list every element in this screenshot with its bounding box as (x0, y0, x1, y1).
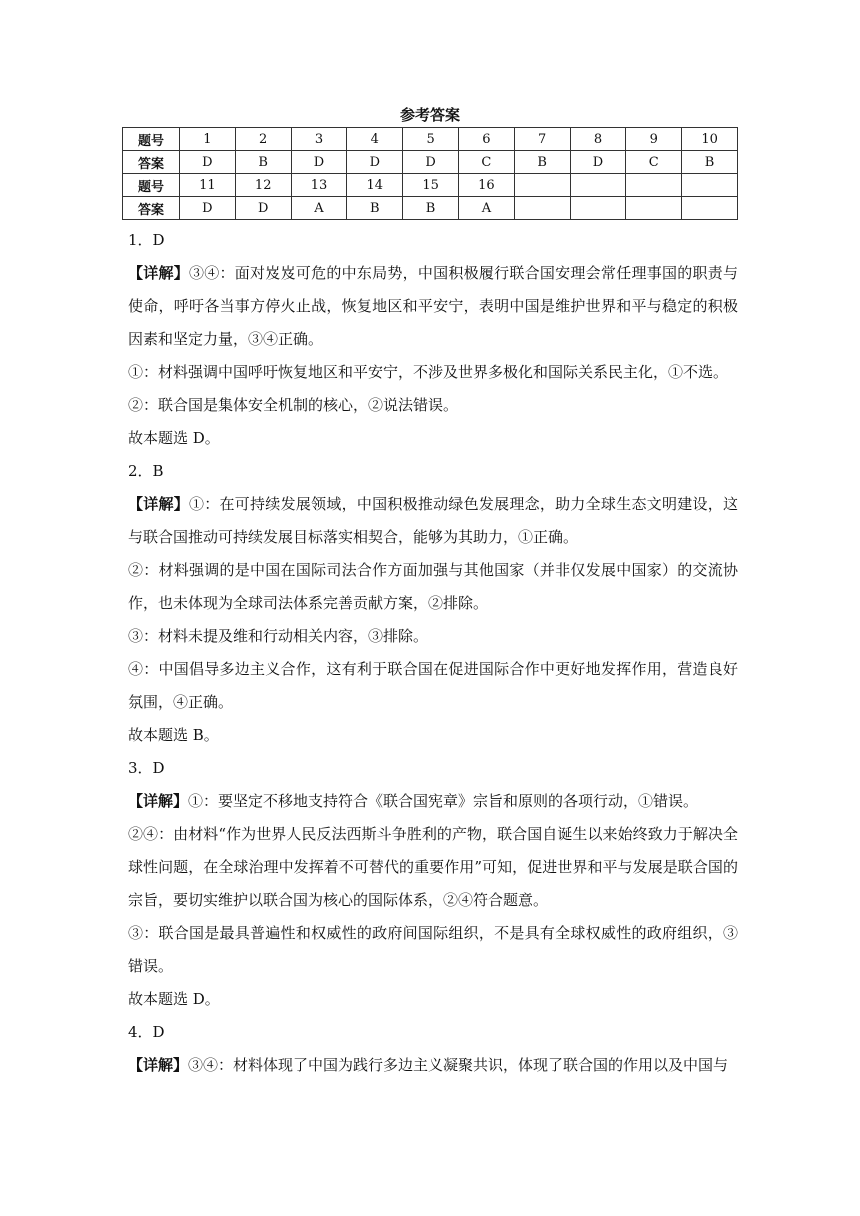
header-label-cell: 题号 (123, 128, 180, 151)
answer-cell: B (514, 151, 570, 174)
conclusion-line: 故本题选 B。 (128, 726, 219, 744)
table-row (123, 128, 738, 151)
table-row (123, 151, 738, 174)
question-number: 1．D (128, 231, 165, 249)
question-number-cell: 14 (347, 174, 403, 197)
answer-cell: B (403, 197, 459, 220)
question-number-cell (514, 174, 570, 197)
question-number-cell: 9 (626, 128, 682, 151)
answer-cell: D (235, 197, 291, 220)
answer-cell: C (458, 151, 514, 174)
answer-label-cell: 答案 (123, 197, 180, 220)
answer-cell (626, 197, 682, 220)
explanation-text: ①：要坚定不移地支持符合《联合国宪章》宗旨和原则的各项行动，①错误。 (188, 792, 699, 810)
answer-cell: C (626, 151, 682, 174)
question-number-cell (570, 174, 626, 197)
explanation-paragraph (128, 488, 738, 554)
conclusion-line: 故本题选 D。 (128, 990, 220, 1008)
question-number-cell (682, 174, 738, 197)
question-number-cell: 8 (570, 128, 626, 151)
question-number: 4．D (128, 1023, 165, 1041)
answer-cell: D (180, 197, 236, 220)
explanation-paragraph: ②：材料强调的是中国在国际司法合作方面加强与其他国家（并非仅发展中国家）的交流协作，也未体现为全球司法体系完善贡献方案，②排除。 (128, 561, 738, 612)
question-number-cell (626, 174, 682, 197)
answer-cell: D (180, 151, 236, 174)
detail-label: 【详解】 (128, 264, 190, 282)
answer-cell: D (570, 151, 626, 174)
answer-cell: B (235, 151, 291, 174)
detail-label: 【详解】 (128, 495, 190, 513)
answer-cell: D (347, 151, 403, 174)
explanation-paragraph (128, 1049, 738, 1082)
explanation-paragraph: ④：中国倡导多边主义合作，这有利于联合国在促进国际合作中更好地发挥作用，营造良好氛围，④正确。 (128, 660, 738, 711)
question-number-cell: 4 (347, 128, 403, 151)
question-number-cell: 13 (291, 174, 347, 197)
question-number-cell: 10 (682, 128, 738, 151)
question-number-cell: 2 (235, 128, 291, 151)
answer-cell: B (347, 197, 403, 220)
explanation-paragraph (128, 785, 738, 818)
question-number-cell: 3 (291, 128, 347, 151)
question-number-cell: 1 (180, 128, 236, 151)
explanation-text: ③④：材料体现了中国为践行多边主义凝聚共识，体现了联合国的作用以及中国与 (188, 1056, 729, 1074)
page-title: 参考答案 (399, 106, 460, 124)
explanation-paragraph: ②④：由材料“作为世界人民反法西斯斗争胜利的产物，联合国自诞生以来始终致力于解决全球性问题，在全球治理中发挥着不可替代的重要作用”可知，促进世界和平与发展是联合国的宗旨，要切实维护以联合国为核心的国际体系，②④符合题意。 (128, 825, 738, 909)
explanation-paragraph: ③：材料未提及维和行动相关内容，③排除。 (128, 627, 429, 645)
answer-cell: D (403, 151, 459, 174)
answer-cell (570, 197, 626, 220)
explanation-paragraph: ②：联合国是集体安全机制的核心，②说法错误。 (128, 396, 459, 414)
answer-cell: B (682, 151, 738, 174)
question-number-cell: 12 (235, 174, 291, 197)
answer-cell (514, 197, 570, 220)
table-row (123, 197, 738, 220)
explanation-text: ③④：面对岌岌可危的中东局势，中国积极履行联合国安理会常任理事国的职责与使命，呼吁各当事方停火止战，恢复地区和平安宁，表明中国是维护世界和平与稳定的积极因素和坚定力量，③④正确。 (128, 264, 738, 348)
question-number-cell: 16 (458, 174, 514, 197)
header-label-cell: 题号 (123, 174, 180, 197)
question-number-cell: 5 (403, 128, 459, 151)
question-number-cell: 7 (514, 128, 570, 151)
answer-cell (682, 197, 738, 220)
conclusion-line: 故本题选 D。 (128, 429, 220, 447)
answer-cell: D (291, 151, 347, 174)
explanation-paragraph (128, 257, 738, 356)
detail-label: 【详解】 (128, 792, 189, 810)
question-number: 2．B (128, 462, 164, 480)
answer-cell: A (458, 197, 514, 220)
detail-label: 【详解】 (128, 1056, 189, 1074)
answer-label-cell: 答案 (123, 151, 180, 174)
answer-cell: A (291, 197, 347, 220)
answer-table (122, 127, 738, 220)
explanation-paragraph: ③：联合国是最具普遍性和权威性的政府间国际组织，不是具有全球权威性的政府组织，③错误。 (128, 924, 738, 975)
question-number-cell: 15 (403, 174, 459, 197)
explanation-paragraph: ①：材料强调中国呼吁恢复地区和平安宁，不涉及世界多极化和国际关系民主化，①不选。 (128, 363, 729, 381)
explanations (128, 224, 738, 1082)
question-number-cell: 11 (180, 174, 236, 197)
question-number: 3．D (128, 759, 165, 777)
table-row (123, 174, 738, 197)
explanation-text: ①：在可持续发展领域，中国积极推动绿色发展理念，助力全球生态文明建设，这与联合国推动可持续发展目标落实相契合，能够为其助力，①正确。 (128, 495, 738, 546)
question-number-cell: 6 (458, 128, 514, 151)
